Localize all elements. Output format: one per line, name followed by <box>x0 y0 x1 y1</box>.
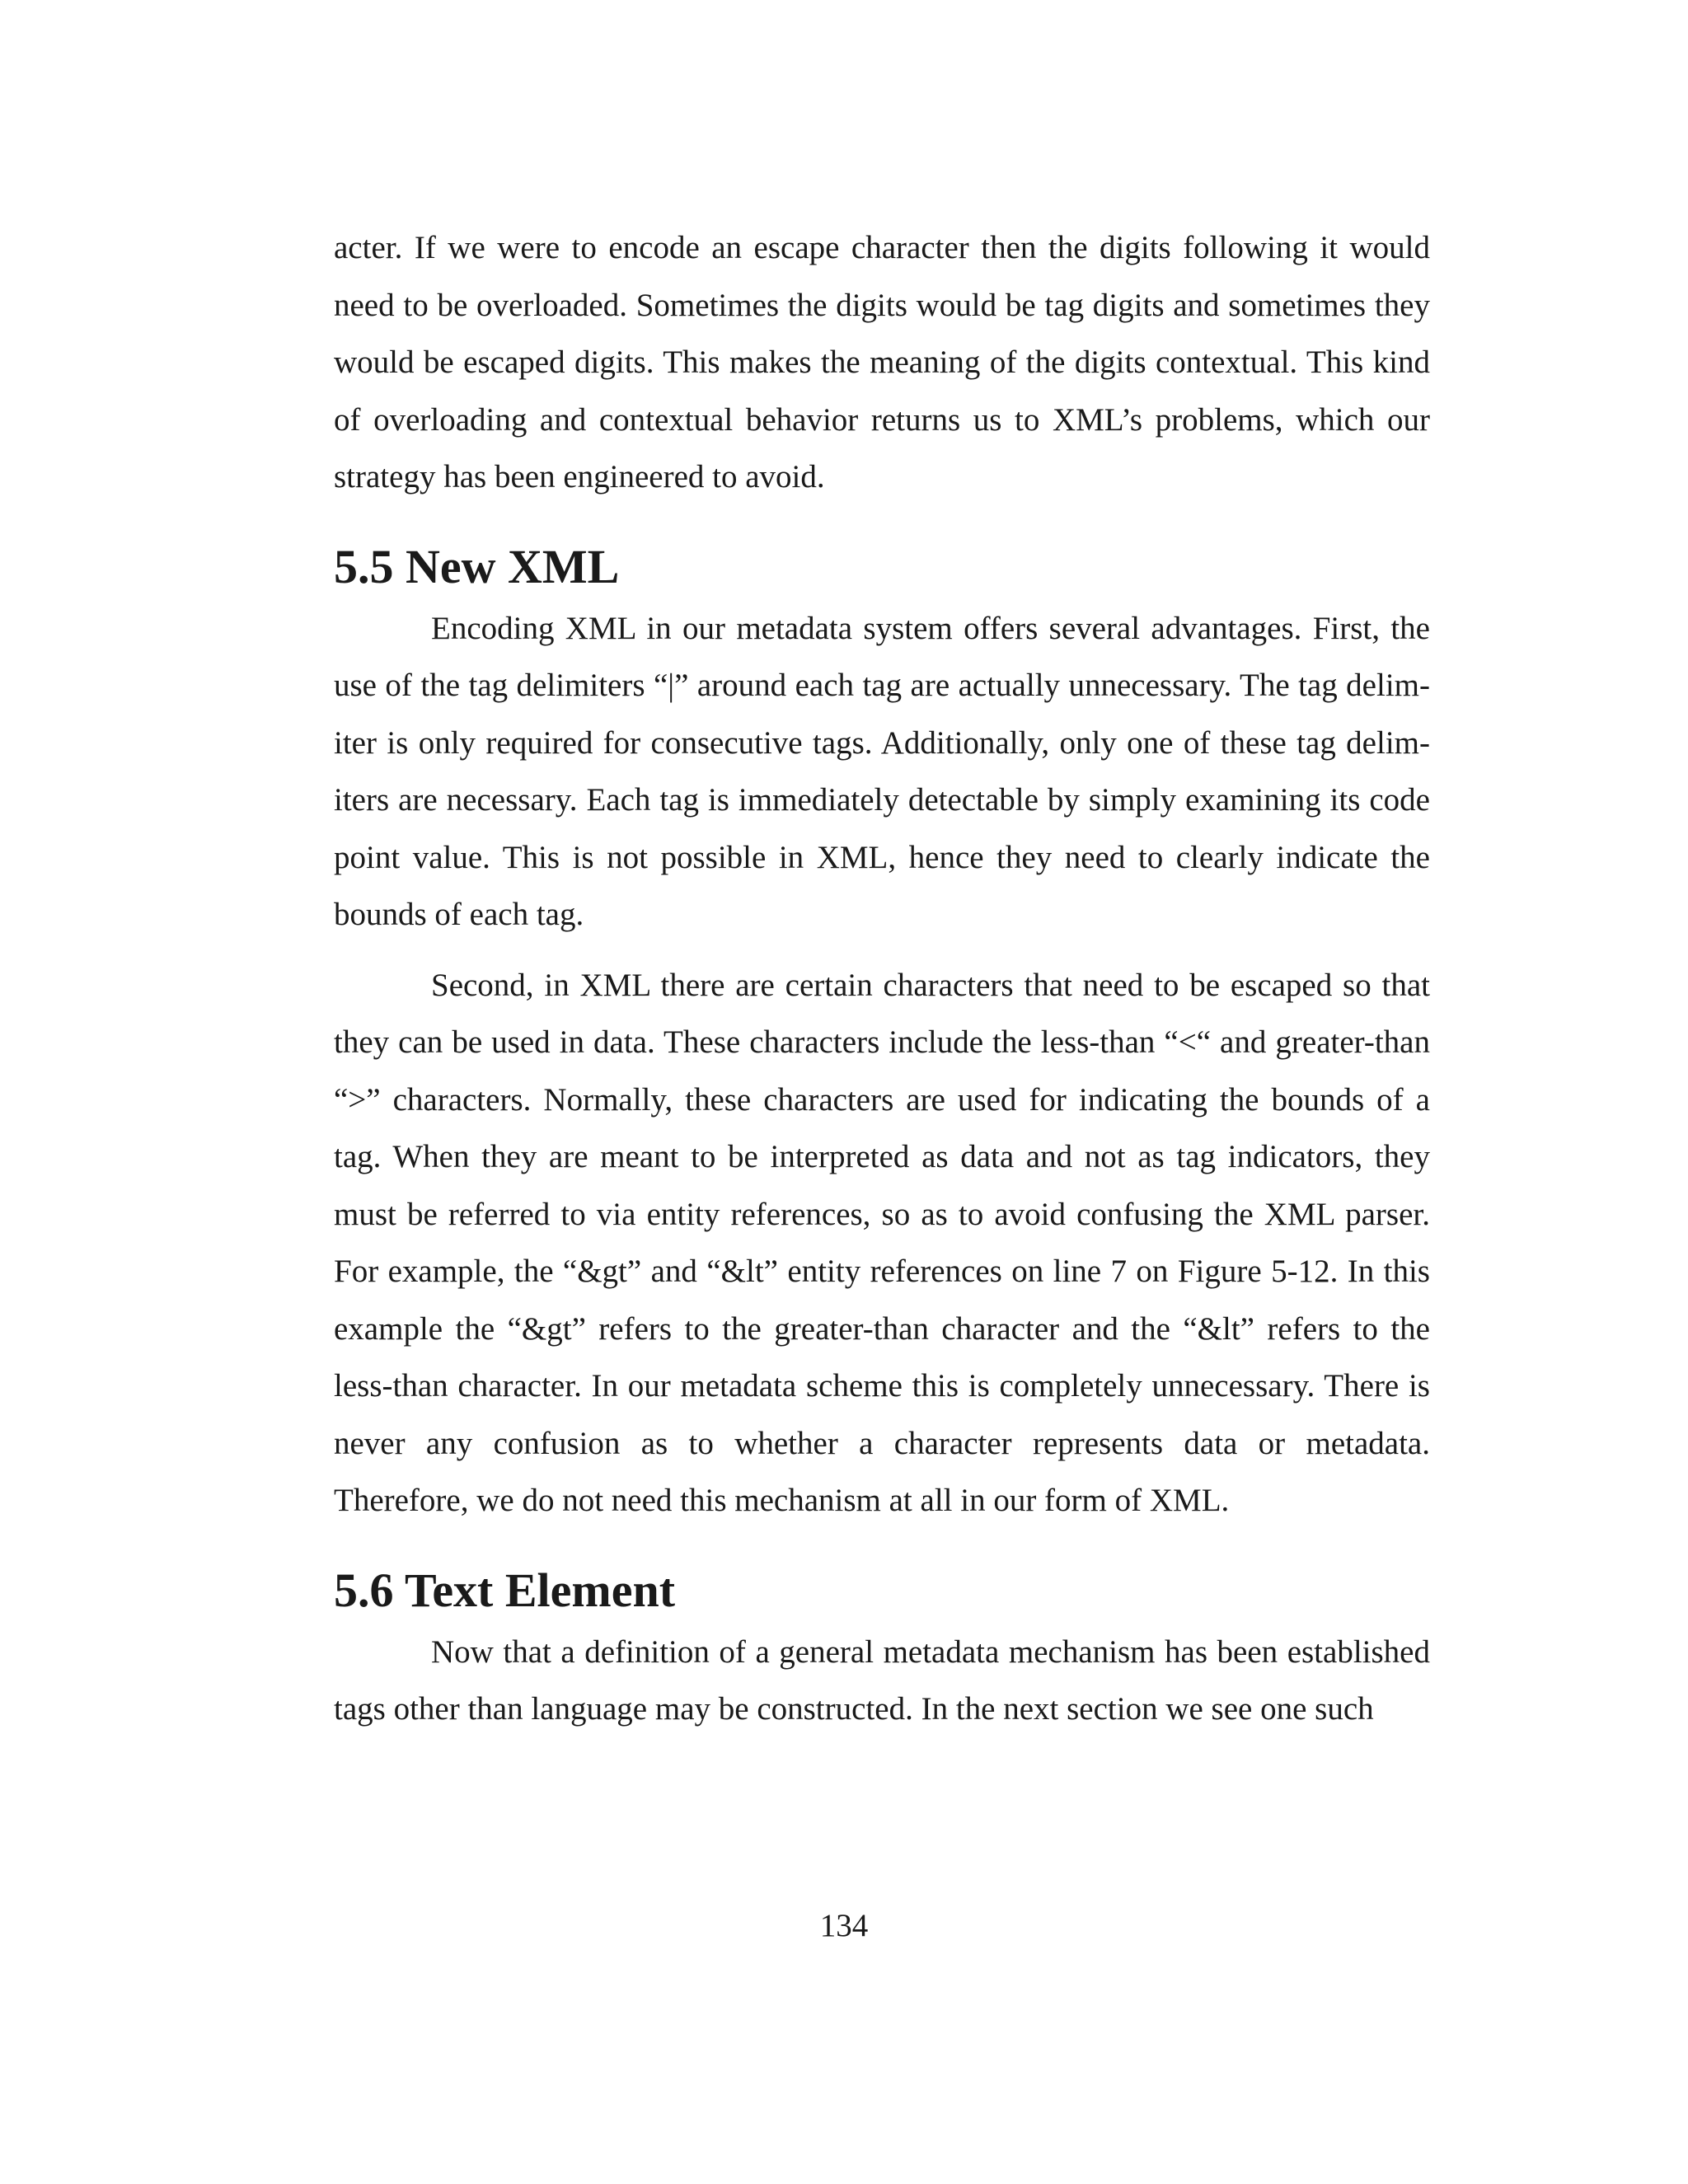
section-heading-5-6: 5.6 Text Element <box>334 1563 676 1617</box>
paragraph-new-xml-2: Second, in XML there are certain characters that need to be escaped so that they can be used in data. These characters include the less-than “<“ and greater-than “>” characters. Normally, these characters are used for indicating the bounds of a tag. When they are meant to be interpreted as data and not as tag indicators, they must be referred to via entity references, so as to avoid confusing the XML parser. For example, the “&gt” and “&lt” entity references on line 7 on Figure 5-12. In this example the “&gt” refers to the greater-than character and the “&lt” refers to the less-than character. In our metadata scheme this is completely unnecessary. There is never any confusion as to whether a character represents data or metadata. Therefore, we do not need this mechanism at all in our form of XML. <box>334 967 1430 1518</box>
paragraph-text-element: Now that a definition of a general metadata mechanism has been established tags other than language may be constructed. In the next section we see one such <box>334 1633 1430 1727</box>
page-number: 134 <box>819 1908 869 1943</box>
paragraph-continued: acter. If we were to encode an escape character then the digits following it would need to be overloaded. Sometimes the digits would be tag digits and sometimes they would be escaped digits. This makes the meaning of the digits contextual. This kind of overloading and contextual behavior returns us to XML’s problems, which our strategy has been engineered to avoid. <box>334 230 1430 494</box>
section-heading-5-5: 5.5 New XML <box>334 539 620 593</box>
text-column <box>334 219 1430 1738</box>
paragraph-new-xml-1: Encoding XML in our metadata system offers several advantages. First, the use of the tag delimiters “|” around each tag are actually unnecessary. The tag delimiter is only required for consecutive tags. Additionally, only one of these tag delimiters are necessary. Each tag is immediately detectable by simply examining its code point value. This is not possible in XML, hence they need to clearly indicate the bounds of each tag. <box>334 610 1430 932</box>
